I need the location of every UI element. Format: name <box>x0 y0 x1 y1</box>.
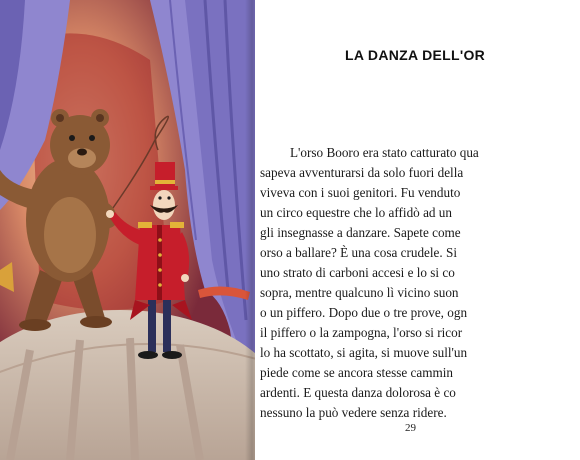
illustration-page <box>0 0 255 460</box>
text-line: gli insegnasse a danzare. Sapete come <box>260 225 461 240</box>
text-line: sopra, mentre qualcuno lì vicino suon <box>260 285 459 300</box>
floor-stripe-3 <box>130 338 135 460</box>
text-line: uno strato di carboni accesi e lo si co <box>260 265 455 280</box>
text-page <box>255 0 486 460</box>
text-line: lo ha scottato, si agita, si muove sull'un <box>260 345 468 360</box>
text-line: un circo equestre che lo affidò ad un <box>260 205 452 220</box>
text-line: nessuno la può vedere senza ridere. <box>260 405 447 420</box>
text-line: viveva con i suoi genitori. Fu venduto <box>260 185 461 200</box>
body-paragraph <box>260 143 580 423</box>
page-number: 29 <box>405 422 416 434</box>
text-line: o un piffero. Dopo due o tre prove, ogn <box>260 305 468 320</box>
text-line: il piffero o la zampogna, l'orso si ricor <box>260 325 463 340</box>
text-line: L'orso Booro era stato catturato qua <box>290 145 479 160</box>
text-line: piede come se ancora stesse cammin <box>260 365 453 380</box>
text-line: ardenti. E questa danza dolorosa è co <box>260 385 456 400</box>
chapter-title: LA DANZA DELL'OR <box>345 47 486 63</box>
text-line: sapeva avventurarsi da solo fuori della <box>260 165 464 180</box>
circus-illustration <box>0 0 255 460</box>
text-line: orso a ballare? È una cosa crudele. Si <box>260 245 457 260</box>
